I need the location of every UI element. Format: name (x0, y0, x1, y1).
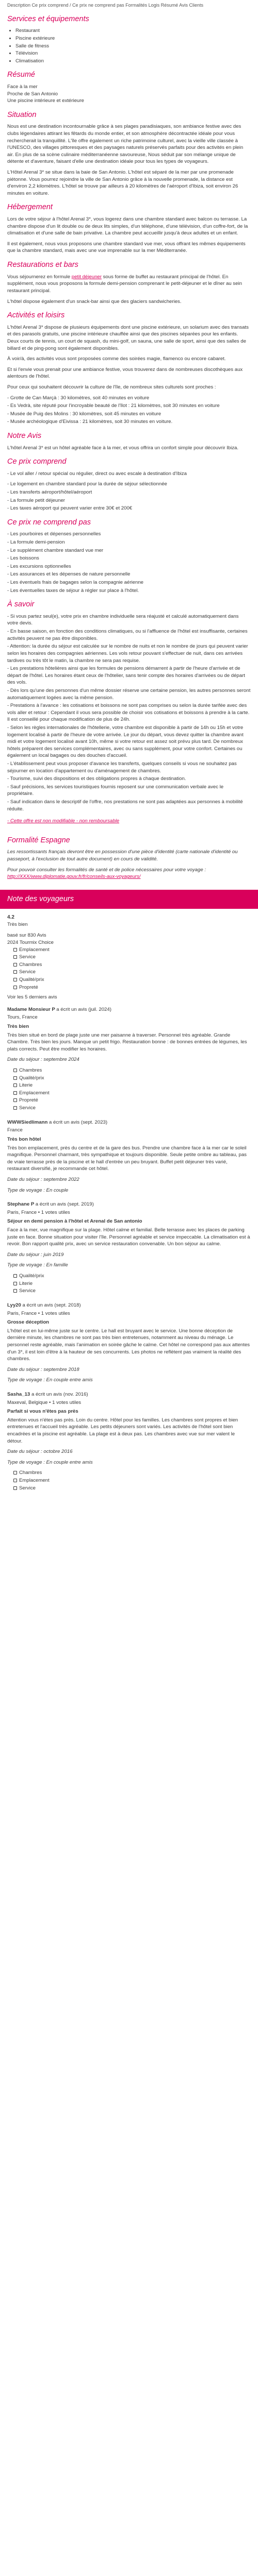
prix-comprend-item: - Les transferts aéroport/hôtel/aéroport (7, 489, 92, 495)
prix-non-comprend-item: - Les pourboires et dépenses personnelles (7, 531, 101, 537)
prix-comprend-title: Ce prix comprend (7, 457, 67, 466)
review-meta: a écrit un avis (sept. 2023) (49, 1119, 108, 1125)
review-item (7, 1119, 251, 1194)
review-criteria-item: Service (13, 1105, 251, 1112)
review-criteria-item: Service (13, 1287, 251, 1295)
avis-text: L'hôtel Arenal 3* est un hôtel agréable face à la mer, et vous offrira un confort simple pour découvrir Ibiza. (7, 445, 239, 451)
breadcrumb: Description Ce prix comprend / Ce prix ne comprend pas Formalités Logis Résumé Avis Clients (7, 3, 203, 8)
savoir-item: - Prestations à l'avance : les cotisations et boissons ne sont pas comprises ou selon la durée tarifée avec des vols aller et retour : Cependant il vous sera possible de choisir vos cotisations et boissons à prendre à la carte. Il est conseillé pour chaque modification de plus de 24h. (7, 703, 250, 723)
notes-voyageurs-header: Note des voyageurs (0, 890, 258, 909)
activites-paragraph: Et si l'envie vous prenait pour une ambiance festive, vous trouverez dans de nombreuses discothèques aux alentours de l'hôtel. (7, 366, 243, 380)
review-author-line (7, 1201, 251, 1208)
review-item (7, 1006, 251, 1112)
formalite-paragraph: Les ressortissants français devront être en possession d'une pièce d'identité (carte nationale d'identité ou passeport, à l'exclusion de tout autre document) en cours de validité. (7, 849, 238, 862)
prix-non-comprend-item: - Les boissons (7, 555, 39, 562)
avis-section (7, 431, 251, 451)
activites-paragraph: L'hôtel Arenal 3* dispose de plusieurs équipements dont une piscine extérieure, un solarium avec des transats et des parasols gratuits, une piscine intérieure chauffée ainsi que des piscines séparées pour les enfants. Deux courts de tennis, un court de squash, du mini-golf, un sauna, une salle de sport, ainsi que des salles de billard et de ping-pong sont également disponibles. (7, 324, 249, 351)
hebergement-paragraph: Il est également, nous vous proposons une chambre standard vue mer, vous offrant les mêmes équipements que la chambre standard, mais avec une vue imprenable sur la mer Méditerranée. (7, 241, 246, 254)
prix-non-comprend-section (7, 517, 251, 594)
situation-paragraph: Nous est une destination incontournable grâce à ses plages paradisiaques, son ambiance festive avec des clubs légendaires attirant les fêtards du monde entier, et son atmosphère décontractée idéale pour vous rechercherait la tranquillité. L'île offre également un riche patrimoine culturel, avec la vieille ville classée à l'UNESCO, des villages pittoresques et des paysages naturels préservés parfaits pour des activités en plein air. En plus de sa scène culinaire méditerranéenne savoureuse, Nous séduit par son mélange unique de détente et d'aventure, faisant d'elle une destination idéale pour tous les types de voyageurs. (7, 124, 244, 165)
prix-non-comprend-item: - Les éventuelles taxes de séjour à régler sur place à l'hôtel. (7, 587, 139, 594)
services-list (7, 27, 251, 64)
review-author: Lyy20 (7, 1302, 21, 1308)
restauration-text: sous forme de buffet au restaurant principal de l'hôtel. En supplément, nous vous proposons la formule demi-pension comprenant le petit-déjeuner et le dîner au sein restaurant principal. (7, 274, 242, 294)
prix-non-comprend-item: - Les éventuels frais de bagages selon la compagnie aérienne (7, 580, 144, 586)
review-author-line (7, 1391, 251, 1398)
review-title: Très bon hôtel (7, 1136, 41, 1142)
review-date: Date du séjour : octobre 2016 (7, 1449, 73, 1455)
savoir-item: - Si vous partez seul(e), votre prix en chambre individuelle sera réajusté et calculé automatiquement dans votre devis. (7, 613, 239, 626)
review-author: Stephane P (7, 1201, 35, 1208)
criteria-item: Emplacement (13, 946, 251, 954)
review-trip-type: Type de voyage : En couple entre amis (7, 1377, 93, 1383)
services-section (7, 14, 251, 65)
prix-non-comprend-title: Ce prix ne comprend pas (7, 518, 91, 527)
review-title: Séjour en demi pension à l'hôtel et Arenal de San antonio (7, 1218, 142, 1225)
savoir-title: À savoir (7, 600, 35, 609)
restauration-paragraph: L'hôtel dispose également d'un snack-bar ainsi que des glaciers sandwicheries. (7, 298, 182, 304)
petit-dejeuner-link[interactable]: petit déjeuner (71, 274, 102, 280)
site-item: - Musée de Puig des Molins : 30 kilomètres, soit 45 minutes en voiture (7, 411, 162, 417)
reviews-summary-text: Voir les 5 derniers avis (7, 994, 57, 1001)
prix-comprend-item: - La formule petit déjeuner (7, 497, 65, 503)
prix-non-comprend-item: - Les assurances et les dépenses de nature personnelle (7, 571, 131, 578)
savoir-item: - Sauf précisions, les services touristiques fournis reposent sur une communication verbale avec le propriétaire. (7, 784, 224, 797)
review-criteria (7, 1067, 251, 1112)
sites-list (7, 395, 251, 426)
review-location: France (7, 1127, 23, 1133)
service-item: • Climatisation (15, 58, 251, 65)
formalite-text: Pour pouvoir consulter les formalités de santé et de police nécessaires pour votre voyage : (7, 867, 206, 873)
review-author-line (7, 1119, 251, 1126)
restauration-section (7, 260, 251, 305)
rating-based-on: basé sur 830 Avis (7, 933, 46, 939)
service-item: • Salle de fitness (15, 43, 251, 50)
activites-paragraph: À voir/à, des activités vous sont proposées comme des soirées magie, flamenco ou encore cabaret. (7, 356, 226, 362)
service-item: • Piscine extérieure (15, 35, 251, 42)
review-criteria-item: Service (13, 1485, 251, 1492)
savoir-list (7, 613, 251, 812)
prix-non-comprend-list (7, 531, 251, 594)
resume-line: Une piscine intérieure et extérieure (7, 98, 84, 104)
hebergement-title: Hébergement (7, 203, 53, 212)
savoir-item: - Selon les règles internationales de l'hôtellerie, votre chambre est disponible à partir de 14h ou 15h et votre logement localisé à partir de l'heure de votre arrivée. Le jour du départ, vous devez quitter la chambre avant midi et votre logement localisé avant 10h, même si votre retour est assez soit prévu plus tard. De nombreux hôtels préparent des services complémentaires, avec ou sans supplément, pour votre confort. Certaines ou également un local bagages ou des douches d'accueil. (7, 724, 244, 759)
review-location: Paris, France • 1 votes utiles (7, 1310, 70, 1316)
prix-non-comprend-item: - Le supplément chambre standard vue mer (7, 547, 104, 553)
activites-section (7, 310, 251, 426)
restauration-text: Vous séjournerez en formule (7, 274, 72, 280)
review-criteria-item: Propreté (13, 1097, 251, 1104)
review-title: Grosse déception (7, 1319, 50, 1326)
review-item (7, 1391, 251, 1492)
review-item (7, 1201, 251, 1295)
review-meta: a écrit un avis (sept. 2019) (35, 1201, 94, 1208)
rating-summary (7, 914, 251, 1001)
situation-paragraph: L'Hôtel Arenal 3* se situe dans la baie de San Antonio. L'hôtel est séparé de la mer par une promenade piétonne. Vous pourrez rejoindre la ville de San Antonio grâce à la nouvelle promenade, la distance est d'environ 2,2 kilomètres. L'hôtel se trouve par ailleurs à 20 kilomètres de l'aéroport d'Ibiza, soit environ 26 minutes en voiture. (7, 170, 238, 196)
review-location: Maxeval, Belgique • 1 votes utiles (7, 1399, 82, 1405)
review-author: Sasha_13 (7, 1391, 30, 1397)
review-location: Paris, France • 1 votes utiles (7, 1209, 70, 1215)
review-trip-type: Type de voyage : En couple entre amis (7, 1459, 93, 1465)
savoir-section (7, 599, 251, 830)
review-criteria-item: Literie (13, 1082, 251, 1089)
rating-criteria-list (7, 946, 251, 991)
avis-title: Notre Avis (7, 432, 42, 440)
review-author: WWWSiedlimann (7, 1119, 48, 1125)
criteria-item: Chambres (13, 961, 251, 969)
reviews-list (7, 1006, 251, 1492)
prix-comprend-item: - Les taxes aéroport qui peuvent varier entre 30€ et 200€ (7, 505, 133, 512)
review-item (7, 1302, 251, 1384)
prix-comprend-intro: - Le vol aller / retour spécial ou régulier, direct ou avec escale à destination d'Ibiza (7, 470, 187, 477)
activites-title: Activités et loisirs (7, 311, 65, 320)
review-author-line (7, 1006, 251, 1013)
review-date: Date du séjour : septembre 2022 (7, 1176, 79, 1182)
review-meta: a écrit un avis (nov. 2016) (31, 1391, 88, 1397)
situation-section (7, 110, 251, 197)
resume-title: Résumé (7, 71, 35, 79)
criteria-item: Propreté (13, 984, 251, 991)
formalite-paragraph (7, 867, 251, 880)
prix-comprend-section (7, 456, 251, 512)
rating-scale: Très bien (7, 921, 28, 927)
site-item: - Es Vedrà, site réputé pour l'incroyable beauté de l'îlot : 21 kilomètres, soit 30 minutes en voiture (7, 403, 220, 409)
review-author: Madame Monsieur P (7, 1006, 55, 1012)
review-title: Parfait si vous n'êtes pas près (7, 1409, 78, 1415)
formalite-section (7, 835, 251, 880)
review-trip-type: Type de voyage : En couple (7, 1187, 69, 1193)
restauration-title: Restaurations et bars (7, 261, 78, 269)
prix-comprend-list (7, 481, 251, 512)
resume-section (7, 70, 251, 104)
review-criteria-item: Qualité/prix (13, 1075, 251, 1082)
site-item: - Musée archéologique d'Eivissa : 21 kilomètres, soit 30 minutes en voiture. (7, 419, 173, 425)
review-body: L'hôtel est en lui-même juste sur le centre. Le hall est bruyant avec le service. Une bonne déception de dernière minute, les chambres ne sont pas très bien entretenues, notamment au niveau du ménage. Le personnel reste agréable, mais l'animation en soirée gâche le calme. Cet hôtel ne correspond pas aux attentes d'un 3*, il est loin d'être à la hauteur de ses concurrents. Les photos ne reflètent pas vraiment la réalité des chambres. (7, 1328, 250, 1362)
rating-score: 4.2 (7, 914, 14, 920)
review-body: Très bien situé en bord de plage juste une mer paisanne à traverser. Personnel très agréable. Grande Chambre. Très bien les jours. Manque un petit frigo. Restauration bonne : de bonnes entrées de légumes, les plats corrects. Peut être modifier les horaires. (7, 1032, 247, 1052)
rating-dates: 2024 Tourmix Choice (7, 939, 54, 945)
review-criteria-item: Qualité/prix (13, 1273, 251, 1280)
review-meta: a écrit un avis (juil. 2024) (56, 1006, 111, 1012)
service-item: • Restaurant (15, 27, 251, 35)
review-title: Très bien (7, 1024, 29, 1029)
review-criteria (7, 1273, 251, 1295)
prix-non-comprend-item: - La formule demi-pension (7, 539, 65, 545)
prix-comprend-item: - Le logement en chambre standard pour la durée de séjour sélectionnée (7, 481, 167, 487)
restauration-paragraph (7, 274, 251, 295)
resume-line: Face à la mer (7, 83, 38, 90)
diplomatie-link[interactable]: http://XXX/www.diplomatie.gouv.fr/fr/conseils-aux-voyageurs/ (7, 874, 141, 880)
review-criteria-item: Literie (13, 1280, 251, 1287)
hebergement-paragraph: Lors de votre séjour à l'hôtel Arenal 3*, vous logerez dans une chambre standard avec balcon ou terrasse. La chambre dispose d'un lit double ou de deux lits simples, d'un téléphone, d'une télévision, d'un coffre-fort, de la climatisation et d'une salle de bain privative. La chambre peut accueillir jusqu'à deux adultes et un enfant. (7, 216, 248, 236)
review-criteria-item: Chambres (13, 1469, 251, 1477)
review-body: Très bon emplacement, près du centre et de la gare des bus. Prendre une chambre face à la mer car le soleil magnifique. Personnel charmant, très sympathique et toujours disponible. Seule petite ombre au tableau, pas de vraie terrasse près de la piscine et le hall d'entrée un peu bruyant. Buffet petit déjeuner très varié, restaurant diversifié, je recommande cet hôtel. (7, 1145, 247, 1172)
review-body: Face à la mer, vue magnifique sur la plage. Hôtel calme et familial. Belle terrasse avec les places de parking juste en face. Bonne situation pour visiter l'île. Personnel agréable et service impeccable. La climatisation est à revoir. Bon rapport qualité prix, avec un service restauration convenable. Un bon séjour au calme. (7, 1227, 250, 1247)
savoir-item: - Les prestations hôtelières ainsi que les formules de pensions démarrent à partir de l'heure d'arrivée et de départ de l'hôtel. Les horaires étant ceux de l'hôtelier, sans tenir compte des horaires d'arrivées ou de départ des vols. (7, 666, 245, 686)
situation-title: Situation (7, 110, 37, 119)
review-date: Date du séjour : septembre 2024 (7, 1057, 79, 1063)
resume-line: Proche de San Antonio (7, 91, 58, 97)
savoir-item: - Dès lors qu'une des personnes d'un même dossier réserve une certaine pension, les autres personnes seront automatiquement logées avec la même pension. (7, 687, 251, 701)
savoir-item: - L'établissement peut vous proposer d'avance les transferts, quelques conseils si vous ne souhaitez pas séjourner en location d'appartement ou d'aménagement de chambres. (7, 761, 237, 774)
review-location: Tours, France (7, 1014, 38, 1021)
hebergement-section (7, 202, 251, 255)
review-criteria (7, 1469, 251, 1492)
services-title: Services et équipements (7, 14, 89, 23)
criteria-item: Service (13, 969, 251, 976)
review-date: Date du séjour : juin 2019 (7, 1251, 64, 1258)
criteria-item: Service (13, 954, 251, 961)
review-criteria-item: Emplacement (13, 1477, 251, 1484)
review-criteria-item: Chambres (13, 1067, 251, 1074)
review-body: Attention vous n'étes pas près. Loin du centre. Hôtel pour les familles. Les chambres sont propres et bien entretenues et l'accueil très agréable. Les petits déjeuners sont variés. Les activités de l'hôtel sont bien encadrées et la piscine est agréable. La plage est à deux pas. Les chambres avec vue sur mer valent le détour. (7, 1417, 238, 1444)
service-item: • Télévision (15, 50, 251, 57)
savoir-item: - En basse saison, en fonction des conditions climatiques, ou si l'affluence de l'hôtel est insuffisante, certaines activités peuvent ne pas être disponibles. (7, 629, 248, 641)
savoir-item: - Attention: la durée du séjour est calculée sur le nombre de nuits et non le nombre de jours qui peuvent varier selon les horaires des compagnies aériennes. Les vols retour pouvant s'effectuer de nuit, dans ces arrivées tardives ou très tôt le matin, la chambre ne sera pas requise. (7, 643, 248, 664)
criteria-item: Qualité/prix (13, 976, 251, 984)
review-author-line (7, 1302, 251, 1309)
non-remboursable-link[interactable]: - Cette offre est non modifiable - non remboursable (7, 818, 120, 824)
review-meta: a écrit un avis (sept. 2018) (22, 1302, 81, 1308)
prix-non-comprend-item: - Les excursions optionnelles (7, 563, 71, 569)
savoir-item: - Sauf indication dans le descriptif de l'offre, nos prestations ne sont pas adaptées aux personnes à mobilité réduite. (7, 799, 243, 812)
activites-paragraph: Pour ceux qui souhaitent découvrir la culture de l'île, de nombreux sites culturels sont proches : (7, 384, 216, 390)
formalite-title: Formalité Espagne (7, 836, 70, 844)
review-trip-type: Type de voyage : En famille (7, 1262, 68, 1268)
savoir-item: - Tourisme, suivi des dispositions et des obligations propres à chaque destination. (7, 776, 186, 782)
site-item: - Grotte de Can Marçà : 30 kilomètres, soit 40 minutes en voiture (7, 395, 150, 401)
review-date: Date du séjour : septembre 2018 (7, 1366, 79, 1372)
review-criteria-item: Emplacement (13, 1090, 251, 1097)
